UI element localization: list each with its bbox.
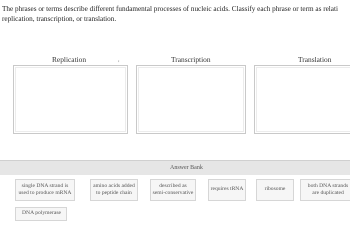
drop-zone-replication[interactable] (13, 65, 128, 134)
question-text-line-2: replication, transcription, or translation. (2, 14, 117, 23)
answer-tile-line: single DNA strand is (21, 182, 69, 189)
column-title-translation: Translation (298, 55, 332, 64)
drop-zone-translation[interactable] (254, 65, 350, 134)
answer-tile[interactable] (300, 179, 350, 201)
cursor-icon: , (118, 57, 120, 63)
answer-tile-line: requires tRNA (210, 186, 244, 193)
answer-tile-line: both DNA strands (307, 182, 349, 189)
answer-tile-line: DNA polymerase (22, 210, 61, 217)
question-text-line-1: The phrases or terms describe different fundamental processes of nucleic acids. Classify each phrase or term as relati (2, 5, 338, 13)
answer-tile-line: semi-conservative (152, 190, 194, 196)
column-title-replication: Replication (52, 55, 87, 64)
answer-tile-line: described as (159, 182, 187, 189)
answer-tile-line: to peptide chain (96, 190, 132, 196)
column-title-transcription: Transcription (171, 55, 211, 64)
answer-bank-title: Answer Bank (170, 165, 203, 171)
answer-tile[interactable] (208, 179, 246, 201)
question-prompt (2, 5, 350, 24)
drop-zone-transcription[interactable] (136, 65, 246, 134)
answer-tile[interactable] (256, 179, 294, 201)
answer-tile-line: are duplicated (312, 190, 344, 196)
answer-tile[interactable] (90, 179, 138, 201)
answer-tile[interactable] (15, 207, 67, 221)
answer-tile[interactable] (150, 179, 196, 201)
answer-tile[interactable] (15, 179, 75, 201)
answer-tile-line: ribosome (264, 186, 286, 193)
answer-tile-line: used to produce mRNA (18, 190, 72, 196)
answer-tile-line: amino acids added (93, 182, 135, 189)
